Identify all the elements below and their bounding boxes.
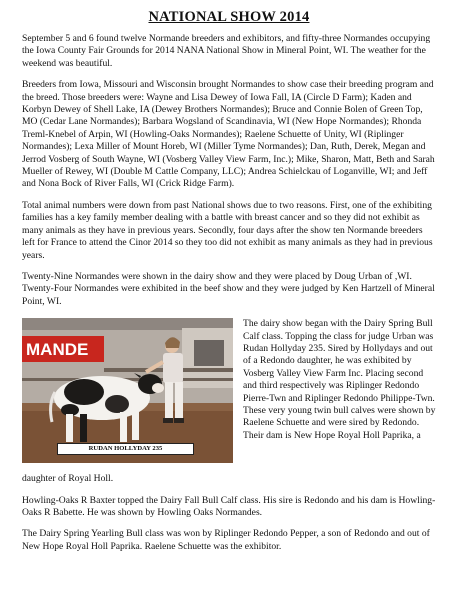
paragraph-totals: Total animal numbers were down from past National shows due to two reasons. First, one of the exhibiting families has a key family member dealing with a battle with breast cancer and so they did not exhibit as many animals as they have in previous years. Secondly, four days after the show ten Normande breeders left for France to attend the Cinor 2014 so they too did not exhibit as many animals as they had in previous years. — [22, 199, 433, 261]
calf-photo-illustration — [22, 318, 233, 463]
photo-section — [22, 318, 436, 473]
paragraph-judges: Twenty-Nine Normandes were shown in the dairy show and they were placed by Doug Urban of ,WI. Twenty-Four Normandes were exhibited in the beef show and they were judged by Ken Hartzell of Mineral Point, WI. — [22, 270, 435, 307]
paragraph-dairy-show: The dairy show began with the Dairy Spring Bull Calf class. Topping the class for judge Urban was Rudan Hollyday 235. Sired by Hollydays and out of a Redondo daughter, he was exhibited by Vosberg Valley View Farm Inc. Placing second and third respectively was Riplinger Redondo Pierre-Twn and Riplinger Redondo Philippe-Twn. These very young twin bull calves were shown by Raelene Schuette and were sired by Redondo. Their dam is New Hope Royal Holl Paprika, a — [243, 318, 436, 441]
paragraph-dairy-show-cont: daughter of Royal Holl. — [22, 473, 114, 485]
show-photo — [22, 318, 233, 463]
paragraph-yearling: The Dairy Spring Yearling Bull class was won by Riplinger Redondo Pepper, a son of Redondo and out of New Hope Royal Holl Paprika. Raelene Schuette was the exhibitor. — [22, 528, 430, 552]
paragraph-fall-bull: Howling-Oaks R Baxter topped the Dairy Fall Bull Calf class. His sire is Redondo and his dam is Howling-Oaks R Babette. He was shown by Howling Oaks Normandes. — [22, 494, 436, 518]
banner-text: MANDE — [26, 340, 89, 360]
paragraph-intro: September 5 and 6 found twelve Normande breeders and exhibitors, and fifty-three Normandes occupying the Iowa County Fair Grounds for 2014 NANA National Show in Mineral Point, WI. The weather for the weekend was beautiful. — [22, 33, 431, 69]
paragraph-breeders: Breeders from Iowa, Missouri and Wisconsin brought Normandes to show case their breeding program and the breed. Those breeders were: Wayne and Lisa Dewey of Iowa Fall, IA (Circle D Farm); Kaden and Korbyn Dewey of Shell Lake, IA (Dewey Brothers Normandes); Bruce and Connie Bolen of Green Top, MO (Cedar Lane Normandes); Barbara Wogsland of Scandinavia, WI (New Hope Normandes); Rhonda Treml-Knebel of Arpin, WI (Howling-Oaks Normandes); Raelene Schuette of Unity, WI (Riplinger Normandes); Lexa Miller of Mount Horeb, WI (Miller Tyme Normandes); Dan, Ruth, Derek, Megan and Jerrod Vosberg of South Wayne, WI (Vosberg Valley View Farm, Inc.); Mike, Sharon, Matt, Beth and Sarah Mueller of Rewey, WI (Double M Cattle Company, LLC); Andrea Schielckau of Loganville, WI; and Jeff and Nona Bock of River Falls, WI (Crick Ridge Farm). — [22, 79, 435, 190]
article-title: NATIONAL SHOW 2014 — [148, 9, 310, 25]
photo-caption: RUDAN HOLLYDAY 235 — [57, 443, 194, 455]
side-column — [243, 318, 436, 442]
